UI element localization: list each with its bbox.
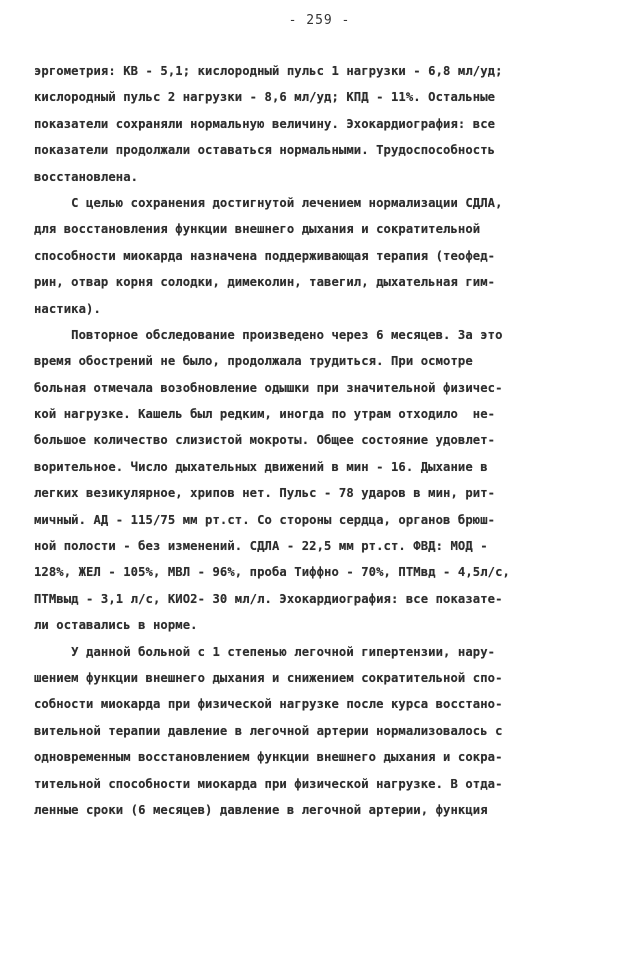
text-line: легких везикулярное, хрипов нет. Пульс - 78 ударов в мин, рит- — [34, 486, 496, 501]
text-line: эргометрия: КВ - 5,1; кислородный пульс 1 нагрузки - 6,8 мл/уд; — [34, 64, 503, 78]
text-line: больная отмечала возобновление одышки при значительной физичес- — [34, 380, 503, 395]
text-line: ворительное. Число дыхательных движений в мин - 16. Дыхание в — [34, 459, 488, 474]
text-line: кой нагрузке. Кашель был редким, иногда по утрам отходило не- — [34, 407, 496, 422]
text-line: ленные сроки (6 месяцев) давление в легочной артерии, функция — [34, 802, 488, 817]
page-number: - 259 - — [288, 13, 351, 28]
text-line: ПТМвыд - 3,1 л/с, КИО2- 30 мл/л. Эхокардиография: все показате- — [34, 591, 503, 606]
text-line: рин, отвар корня солодки, димеколин, тавегил, дыхательная гим- — [34, 275, 496, 290]
text-line: для восстановления функции внешнего дыхания и сократительной — [34, 222, 481, 237]
text-line: вительной терапии давление в легочной артерии нормализовалось с — [34, 723, 503, 738]
body-text — [34, 58, 614, 823]
text-line: 128%, ЖЕЛ - 105%, МВЛ - 96%, проба Тиффно - 70%, ПТМвд - 4,5л/с, — [34, 565, 510, 580]
text-line: ли оставались в норме. — [34, 618, 198, 633]
text-line: Повторное обследование произведено через 6 месяцев. За это — [34, 327, 503, 342]
text-line: восстановлена. — [34, 169, 139, 184]
text-line: ной полости - без изменений. СДЛА - 22,5 мм рт.ст. ФВД: МОД - — [34, 539, 488, 554]
text-line: время обострений не было, продолжала трудиться. При осмотре — [34, 354, 473, 369]
text-line: способности миокарда назначена поддерживающая терапия (теофед- — [34, 248, 496, 263]
text-line: кислородный пульс 2 нагрузки - 8,6 мл/уд; КПД - 11%. Остальные — [34, 90, 496, 105]
text-line: С целью сохранения достигнутой лечением нормализации СДЛА, — [34, 195, 503, 210]
text-line: большое количество слизистой мокроты. Общее состояние удовлет- — [34, 433, 496, 448]
text-line: показатели сохраняли нормальную величину. Эхокардиография: все — [34, 116, 496, 131]
text-line: собности миокарда при физической нагрузке после курса восстано- — [34, 697, 503, 712]
text-line: тительной способности миокарда при физической нагрузке. В отда- — [34, 776, 503, 791]
text-line: шением функции внешнего дыхания и снижением сократительной спо- — [34, 670, 503, 685]
text-line: одновременным восстановлением функции внешнего дыхания и сокра- — [34, 750, 503, 765]
text-line: У данной больной с 1 степенью легочной гипертензии, нару- — [34, 644, 496, 659]
text-line: мичный. АД - 115/75 мм рт.ст. Со стороны сердца, органов брюш- — [34, 512, 496, 527]
text-line: показатели продолжали оставаться нормальными. Трудоспособность — [34, 143, 496, 158]
text-line: настика). — [34, 301, 101, 316]
